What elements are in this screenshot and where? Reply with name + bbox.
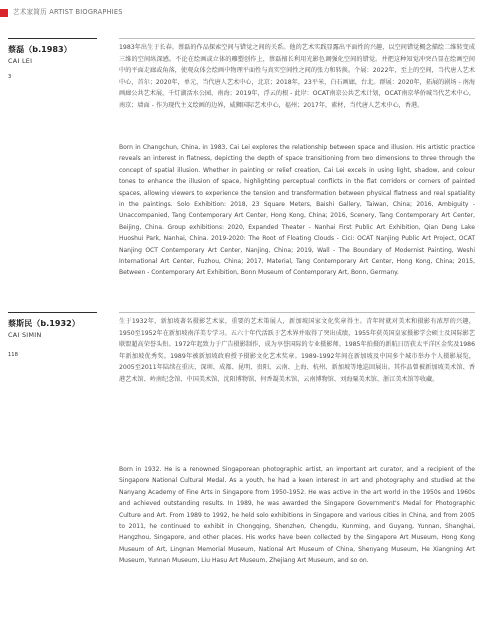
header-red-square-icon [0, 9, 8, 17]
page-header [0, 6, 480, 20]
divider-right [119, 312, 475, 313]
artist-page-number: 118 [8, 352, 18, 358]
bio-english: Born in Changchun, China, in 1983, Cai Lei explores the relationship between space and illusion. His artistic practice reveals an interest in flatness, depicting the depth of space transitioning from two dimensions to three through the concept of spatial illusion. Whether in painting or relief creation, Cai Lei excels in using light, shadow, and colour tones to enhance the illusion of space, highlighting perceptual conflicts in the flat corridors or corners of painted spaces, allowing viewers to experience the tension and transformation between physical flatness and real spatiality in the paintings. Solo Exhibition: 2018, 23 Square Meters, Baishi Gallery, Taiwan, China; 2016, Ambiguity - Unaccompanied, Tang Contemporary Art Center, Hong Kong, China; 2016, Scenery, Tang Contemporary Art Center, Beijing, China. Group exhibitions: 2020, Expanded Theater - Nanhai First Public Art Exhibition, Qian Deng Lake Huoshui Park, Nanhai, China. 2019-2020: The Root of Floating Clouds - Cici: OCAT Nanjing Public Art Project, OCAT Nanjing OCT Contemporary Art Center, Nanjing, China; 2019, Wall - The Boundary of Modernist Painting, Weshi International Art Center, Fuzhou, China; 2017, Material, Tang Contemporary Art Center, Hong Kong, China; 2015, Between - Contemporary Art Exhibition, Bonn Museum of Contemporary Art, Bonn, Germany. [119, 144, 475, 277]
divider-right [119, 38, 475, 39]
divider-left [8, 38, 97, 39]
bio-chinese: 生于1932年，新加坡著名摄影艺术家，重要的艺术策展人，新加坡国家文化奖章得主。青年时就对美术和摄影有浓厚的兴趣，1950至1952年在新加坡南洋美专学习。五六十年代活跃于艺术界并取得了突出成绩，1955年获英国皇家摄影学会硕士及国际影艺联盟超高荣誉头衔。1972年起致力于广告摄影制作，成为享誉国际的专业摄影师。1985年拍摄的新航日历获太平洋区金奖及1986年新加坡优秀奖。1989年被新加坡政府授予摄影文化艺术奖章。1989-1992年间在新加坡及中国多个城市举办个人摄影展览，2005至2011年陆续在重庆、深圳、成都、昆明、贵阳、云南、上海、杭州、新加坡等地巡回展出。其作品曾被新加坡美术馆、香港艺术馆、岭南纪念馆、中国美术馆、沈阳博物馆、何香凝美术馆、云南博物馆、刘海粟美术馆、浙江美术馆等收藏。 [119, 318, 475, 383]
artist-name-en: CAI LEI [8, 57, 33, 65]
divider-left [8, 312, 97, 313]
artist-name-zh: 蔡磊（b.1983） [8, 44, 72, 54]
bio-english: Born in 1932. He is a renowned Singaporean photographic artist, an important art curator, and a recipient of the Singapore National Cultural Medal. As a youth, he had a keen interest in art and photography and studied at the Nanyang Academy of Fine Arts in Singapore from 1950-1952. He was active in the art world in the 1950s and 1960s and achieved outstanding results. In 1989, he was awarded the Singapore Government's Medal for Photographic Culture and Art. From 1989 to 1992, he held solo exhibitions in Singapore and various cities in China, and from 2005 to 2011, he continued to exhibit in Chongqing, Shenzhen, Chengdu, Kunming, and Guyang, Yunnan, Shanghai, Hangzhou, Singapore, and other places. His works have been collected by the Singapore Art Museum, Hong Kong Museum of Art, Lingnan Memorial Museum, National Art Museum of China, Shenyang Museum, He Xiangning Art Museum, Yunnan Museum, Liu Hasu Art Museum, Zhejiang Art Museum, and so on. [119, 466, 475, 565]
artist-name-en: CAI SIMIN [8, 331, 42, 339]
artist-page-number: 3 [8, 74, 12, 80]
artist-name-zh: 蔡斯民（b.1932） [8, 318, 80, 328]
header-title: 艺术家简历 ARTIST BIOGRAPHIES [13, 8, 123, 16]
bio-chinese: 1983年出生于长春。蔡磊的作品探索空间与错觉之间的关系。他的艺术实践显露出平面性的兴趣，以空间错觉概念描绘二维转变成三维的空间纵深感。不论在绘画或立体的雕塑创作上，蔡磊擅长利用光影色调强化空间的错觉。并把这种知觉冲突凸显在绘画空间中的平面走廊或角落，使观众体会绘画中物理平面性与真实空间性之间的张力和转换。个展：2022年，至上的空间，当代唐人艺术中心，首尔；2020年，单元，当代唐人艺术中心，北京；2018年，23平米，白石画廊，台北。群展：2020年，拓展的剧场 - 南海画廊公共艺术展，千灯湖活水公园，南海；2019年，浮云的根 - 此岸：OCAT南京公共艺术计划，OCAT南京华侨城当代艺术中心，南京；墙面 - 作为现代主义绘画的边界，威狮国际艺术中心，福州；2017年，素材，当代唐人艺术中心，香港。 [119, 44, 475, 109]
